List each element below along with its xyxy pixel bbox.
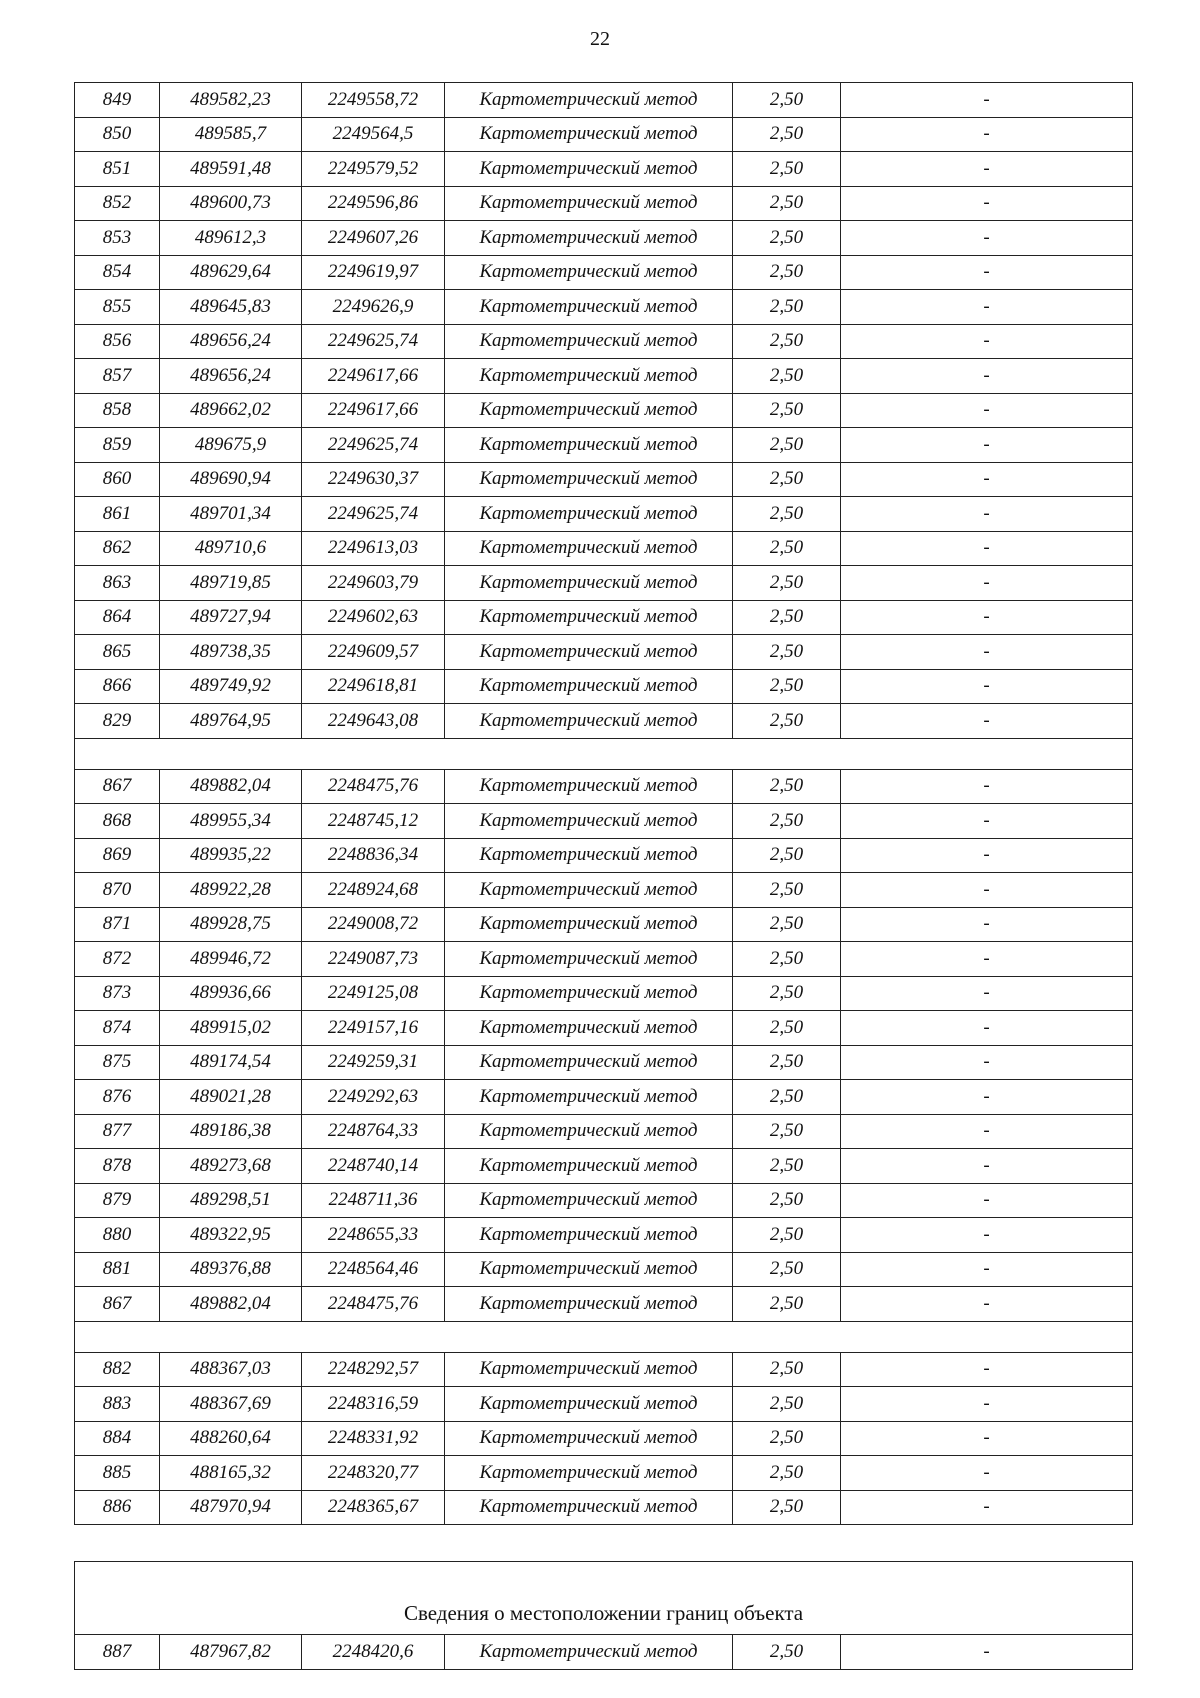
table-row bbox=[75, 359, 1133, 394]
description-cell: - bbox=[841, 838, 1133, 873]
section-title-row bbox=[75, 1562, 1133, 1635]
point-number-cell: 876 bbox=[75, 1080, 160, 1115]
point-number-cell: 880 bbox=[75, 1218, 160, 1253]
y-coordinate-cell: 2248711,36 bbox=[302, 1183, 445, 1218]
y-coordinate-cell: 2249607,26 bbox=[302, 221, 445, 256]
description-cell: - bbox=[841, 1387, 1133, 1422]
x-coordinate-cell: 489690,94 bbox=[160, 462, 302, 497]
x-coordinate-cell: 489662,02 bbox=[160, 393, 302, 428]
accuracy-cell: 2,50 bbox=[733, 942, 841, 977]
point-number-cell: 878 bbox=[75, 1149, 160, 1184]
point-number-cell: 884 bbox=[75, 1421, 160, 1456]
accuracy-cell: 2,50 bbox=[733, 1490, 841, 1525]
accuracy-cell: 2,50 bbox=[733, 428, 841, 463]
y-coordinate-cell: 2249292,63 bbox=[302, 1080, 445, 1115]
x-coordinate-cell: 488367,69 bbox=[160, 1387, 302, 1422]
y-coordinate-cell: 2249625,74 bbox=[302, 324, 445, 359]
y-coordinate-cell: 2249596,86 bbox=[302, 186, 445, 221]
method-cell: Картометрический метод bbox=[445, 117, 733, 152]
method-cell: Картометрический метод bbox=[445, 1490, 733, 1525]
accuracy-cell: 2,50 bbox=[733, 1387, 841, 1422]
y-coordinate-cell: 2249602,63 bbox=[302, 600, 445, 635]
table-row bbox=[75, 942, 1133, 977]
point-number-cell: 858 bbox=[75, 393, 160, 428]
description-cell: - bbox=[841, 804, 1133, 839]
y-coordinate-cell: 2249625,74 bbox=[302, 497, 445, 532]
point-number-cell: 885 bbox=[75, 1456, 160, 1491]
point-number-cell: 867 bbox=[75, 769, 160, 804]
table-row bbox=[75, 1218, 1133, 1253]
method-cell: Картометрический метод bbox=[445, 1080, 733, 1115]
point-number-cell: 867 bbox=[75, 1287, 160, 1322]
y-coordinate-cell: 2249008,72 bbox=[302, 907, 445, 942]
x-coordinate-cell: 489710,6 bbox=[160, 531, 302, 566]
table-row bbox=[75, 600, 1133, 635]
y-coordinate-cell: 2249619,97 bbox=[302, 255, 445, 290]
boundary-section-table bbox=[74, 1561, 1133, 1670]
y-coordinate-cell: 2249617,66 bbox=[302, 359, 445, 394]
point-number-cell: 865 bbox=[75, 635, 160, 670]
description-cell: - bbox=[841, 1421, 1133, 1456]
table-row bbox=[75, 221, 1133, 256]
table-row bbox=[75, 1045, 1133, 1080]
point-number-cell: 856 bbox=[75, 324, 160, 359]
accuracy-cell: 2,50 bbox=[733, 186, 841, 221]
y-coordinate-cell: 2248331,92 bbox=[302, 1421, 445, 1456]
y-coordinate-cell: 2248764,33 bbox=[302, 1114, 445, 1149]
y-coordinate-cell: 2249617,66 bbox=[302, 393, 445, 428]
x-coordinate-cell: 489749,92 bbox=[160, 669, 302, 704]
method-cell: Картометрический метод bbox=[445, 1114, 733, 1149]
y-coordinate-cell: 2249625,74 bbox=[302, 428, 445, 463]
table-row bbox=[75, 976, 1133, 1011]
y-coordinate-cell: 2248740,14 bbox=[302, 1149, 445, 1184]
accuracy-cell: 2,50 bbox=[733, 669, 841, 704]
description-cell: - bbox=[841, 907, 1133, 942]
x-coordinate-cell: 489585,7 bbox=[160, 117, 302, 152]
x-coordinate-cell: 489915,02 bbox=[160, 1011, 302, 1046]
method-cell: Картометрический метод bbox=[445, 838, 733, 873]
accuracy-cell: 2,50 bbox=[733, 976, 841, 1011]
point-number-cell: 886 bbox=[75, 1490, 160, 1525]
point-number-cell: 861 bbox=[75, 497, 160, 532]
accuracy-cell: 2,50 bbox=[733, 1421, 841, 1456]
point-number-cell: 877 bbox=[75, 1114, 160, 1149]
accuracy-cell: 2,50 bbox=[733, 117, 841, 152]
point-number-cell: 850 bbox=[75, 117, 160, 152]
y-coordinate-cell: 2249643,08 bbox=[302, 704, 445, 739]
description-cell: - bbox=[841, 1045, 1133, 1080]
accuracy-cell: 2,50 bbox=[733, 907, 841, 942]
point-number-cell: 857 bbox=[75, 359, 160, 394]
description-cell: - bbox=[841, 186, 1133, 221]
method-cell: Картометрический метод bbox=[445, 462, 733, 497]
table-row bbox=[75, 290, 1133, 325]
table-row bbox=[75, 873, 1133, 908]
method-cell: Картометрический метод bbox=[445, 531, 733, 566]
y-coordinate-cell: 2248924,68 bbox=[302, 873, 445, 908]
method-cell: Картометрический метод bbox=[445, 976, 733, 1011]
method-cell: Картометрический метод bbox=[445, 704, 733, 739]
y-coordinate-cell: 2249579,52 bbox=[302, 152, 445, 187]
accuracy-cell: 2,50 bbox=[733, 838, 841, 873]
table-row bbox=[75, 1114, 1133, 1149]
table-row bbox=[75, 804, 1133, 839]
accuracy-cell: 2,50 bbox=[733, 152, 841, 187]
description-cell: - bbox=[841, 1114, 1133, 1149]
description-cell: - bbox=[841, 769, 1133, 804]
y-coordinate-cell: 2248475,76 bbox=[302, 1287, 445, 1322]
method-cell: Картометрический метод bbox=[445, 1287, 733, 1322]
x-coordinate-cell: 489376,88 bbox=[160, 1252, 302, 1287]
method-cell: Картометрический метод bbox=[445, 255, 733, 290]
accuracy-cell: 2,50 bbox=[733, 1635, 841, 1670]
description-cell: - bbox=[841, 1011, 1133, 1046]
accuracy-cell: 2,50 bbox=[733, 1011, 841, 1046]
x-coordinate-cell: 487970,94 bbox=[160, 1490, 302, 1525]
point-number-cell: 859 bbox=[75, 428, 160, 463]
table-row bbox=[75, 1287, 1133, 1322]
description-cell: - bbox=[841, 497, 1133, 532]
y-coordinate-cell: 2249626,9 bbox=[302, 290, 445, 325]
method-cell: Картометрический метод bbox=[445, 393, 733, 428]
x-coordinate-cell: 489021,28 bbox=[160, 1080, 302, 1115]
point-number-cell: 873 bbox=[75, 976, 160, 1011]
method-cell: Картометрический метод bbox=[445, 428, 733, 463]
accuracy-cell: 2,50 bbox=[733, 769, 841, 804]
x-coordinate-cell: 488165,32 bbox=[160, 1456, 302, 1491]
x-coordinate-cell: 489322,95 bbox=[160, 1218, 302, 1253]
method-cell: Картометрический метод bbox=[445, 359, 733, 394]
point-number-cell: 871 bbox=[75, 907, 160, 942]
table-row bbox=[75, 324, 1133, 359]
table-row bbox=[75, 1421, 1133, 1456]
method-cell: Картометрический метод bbox=[445, 221, 733, 256]
y-coordinate-cell: 2248475,76 bbox=[302, 769, 445, 804]
accuracy-cell: 2,50 bbox=[733, 704, 841, 739]
description-cell: - bbox=[841, 324, 1133, 359]
y-coordinate-cell: 2249603,79 bbox=[302, 566, 445, 601]
method-cell: Картометрический метод bbox=[445, 1183, 733, 1218]
point-number-cell: 860 bbox=[75, 462, 160, 497]
method-cell: Картометрический метод bbox=[445, 152, 733, 187]
y-coordinate-cell: 2249609,57 bbox=[302, 635, 445, 670]
point-number-cell: 872 bbox=[75, 942, 160, 977]
table-row bbox=[75, 462, 1133, 497]
table-row bbox=[75, 1011, 1133, 1046]
accuracy-cell: 2,50 bbox=[733, 1456, 841, 1491]
x-coordinate-cell: 487967,82 bbox=[160, 1635, 302, 1670]
point-number-cell: 851 bbox=[75, 152, 160, 187]
x-coordinate-cell: 489675,9 bbox=[160, 428, 302, 463]
table-row bbox=[75, 186, 1133, 221]
y-coordinate-cell: 2248745,12 bbox=[302, 804, 445, 839]
accuracy-cell: 2,50 bbox=[733, 1352, 841, 1387]
table-row bbox=[75, 1456, 1133, 1491]
description-cell: - bbox=[841, 1352, 1133, 1387]
table-row bbox=[75, 497, 1133, 532]
accuracy-cell: 2,50 bbox=[733, 1287, 841, 1322]
description-cell: - bbox=[841, 1252, 1133, 1287]
accuracy-cell: 2,50 bbox=[733, 83, 841, 118]
method-cell: Картометрический метод bbox=[445, 1387, 733, 1422]
description-cell: - bbox=[841, 976, 1133, 1011]
method-cell: Картометрический метод bbox=[445, 804, 733, 839]
method-cell: Картометрический метод bbox=[445, 1252, 733, 1287]
accuracy-cell: 2,50 bbox=[733, 221, 841, 256]
y-coordinate-cell: 2249618,81 bbox=[302, 669, 445, 704]
point-number-cell: 862 bbox=[75, 531, 160, 566]
point-number-cell: 829 bbox=[75, 704, 160, 739]
group-separator bbox=[75, 1321, 1133, 1352]
accuracy-cell: 2,50 bbox=[733, 462, 841, 497]
method-cell: Картометрический метод bbox=[445, 1352, 733, 1387]
y-coordinate-cell: 2248655,33 bbox=[302, 1218, 445, 1253]
description-cell: - bbox=[841, 290, 1133, 325]
y-coordinate-cell: 2249259,31 bbox=[302, 1045, 445, 1080]
accuracy-cell: 2,50 bbox=[733, 497, 841, 532]
point-number-cell: 875 bbox=[75, 1045, 160, 1080]
method-cell: Картометрический метод bbox=[445, 1218, 733, 1253]
description-cell: - bbox=[841, 462, 1133, 497]
y-coordinate-cell: 2249564,5 bbox=[302, 117, 445, 152]
accuracy-cell: 2,50 bbox=[733, 1183, 841, 1218]
y-coordinate-cell: 2249558,72 bbox=[302, 83, 445, 118]
accuracy-cell: 2,50 bbox=[733, 290, 841, 325]
point-number-cell: 879 bbox=[75, 1183, 160, 1218]
y-coordinate-cell: 2249125,08 bbox=[302, 976, 445, 1011]
description-cell: - bbox=[841, 428, 1133, 463]
method-cell: Картометрический метод bbox=[445, 324, 733, 359]
method-cell: Картометрический метод bbox=[445, 83, 733, 118]
y-coordinate-cell: 2249613,03 bbox=[302, 531, 445, 566]
description-cell: - bbox=[841, 1218, 1133, 1253]
table-row bbox=[75, 669, 1133, 704]
description-cell: - bbox=[841, 635, 1133, 670]
coordinates-table bbox=[74, 82, 1133, 1525]
method-cell: Картометрический метод bbox=[445, 290, 733, 325]
accuracy-cell: 2,50 bbox=[733, 1114, 841, 1149]
description-cell: - bbox=[841, 1456, 1133, 1491]
y-coordinate-cell: 2248564,46 bbox=[302, 1252, 445, 1287]
accuracy-cell: 2,50 bbox=[733, 600, 841, 635]
table-row bbox=[75, 1183, 1133, 1218]
method-cell: Картометрический метод bbox=[445, 1456, 733, 1491]
table-row bbox=[75, 1080, 1133, 1115]
table-row bbox=[75, 393, 1133, 428]
accuracy-cell: 2,50 bbox=[733, 566, 841, 601]
description-cell: - bbox=[841, 669, 1133, 704]
description-cell: - bbox=[841, 1183, 1133, 1218]
accuracy-cell: 2,50 bbox=[733, 1045, 841, 1080]
accuracy-cell: 2,50 bbox=[733, 255, 841, 290]
point-number-cell: 868 bbox=[75, 804, 160, 839]
x-coordinate-cell: 489629,64 bbox=[160, 255, 302, 290]
accuracy-cell: 2,50 bbox=[733, 804, 841, 839]
table-row bbox=[75, 769, 1133, 804]
accuracy-cell: 2,50 bbox=[733, 1080, 841, 1115]
accuracy-cell: 2,50 bbox=[733, 635, 841, 670]
group-separator bbox=[75, 738, 1133, 769]
x-coordinate-cell: 489612,3 bbox=[160, 221, 302, 256]
table-row bbox=[75, 1252, 1133, 1287]
table-row bbox=[75, 1490, 1133, 1525]
method-cell: Картометрический метод bbox=[445, 942, 733, 977]
table-row bbox=[75, 1387, 1133, 1422]
accuracy-cell: 2,50 bbox=[733, 324, 841, 359]
x-coordinate-cell: 488367,03 bbox=[160, 1352, 302, 1387]
method-cell: Картометрический метод bbox=[445, 1045, 733, 1080]
point-number-cell: 852 bbox=[75, 186, 160, 221]
point-number-cell: 863 bbox=[75, 566, 160, 601]
point-number-cell: 870 bbox=[75, 873, 160, 908]
method-cell: Картометрический метод bbox=[445, 669, 733, 704]
point-number-cell: 854 bbox=[75, 255, 160, 290]
accuracy-cell: 2,50 bbox=[733, 873, 841, 908]
description-cell: - bbox=[841, 152, 1133, 187]
x-coordinate-cell: 489936,66 bbox=[160, 976, 302, 1011]
table-row bbox=[75, 152, 1133, 187]
table-row bbox=[75, 838, 1133, 873]
x-coordinate-cell: 489298,51 bbox=[160, 1183, 302, 1218]
table-row bbox=[75, 117, 1133, 152]
point-number-cell: 853 bbox=[75, 221, 160, 256]
x-coordinate-cell: 489701,34 bbox=[160, 497, 302, 532]
y-coordinate-cell: 2248420,6 bbox=[302, 1635, 445, 1670]
x-coordinate-cell: 489582,23 bbox=[160, 83, 302, 118]
y-coordinate-cell: 2248836,34 bbox=[302, 838, 445, 873]
description-cell: - bbox=[841, 83, 1133, 118]
description-cell: - bbox=[841, 117, 1133, 152]
description-cell: - bbox=[841, 531, 1133, 566]
y-coordinate-cell: 2248320,77 bbox=[302, 1456, 445, 1491]
x-coordinate-cell: 489656,24 bbox=[160, 324, 302, 359]
accuracy-cell: 2,50 bbox=[733, 1252, 841, 1287]
point-number-cell: 869 bbox=[75, 838, 160, 873]
description-cell: - bbox=[841, 359, 1133, 394]
x-coordinate-cell: 489922,28 bbox=[160, 873, 302, 908]
accuracy-cell: 2,50 bbox=[733, 1149, 841, 1184]
description-cell: - bbox=[841, 255, 1133, 290]
table-row bbox=[75, 83, 1133, 118]
description-cell: - bbox=[841, 873, 1133, 908]
point-number-cell: 887 bbox=[75, 1635, 160, 1670]
accuracy-cell: 2,50 bbox=[733, 359, 841, 394]
y-coordinate-cell: 2249087,73 bbox=[302, 942, 445, 977]
x-coordinate-cell: 489738,35 bbox=[160, 635, 302, 670]
x-coordinate-cell: 489935,22 bbox=[160, 838, 302, 873]
table-row bbox=[75, 566, 1133, 601]
description-cell: - bbox=[841, 1080, 1133, 1115]
x-coordinate-cell: 489882,04 bbox=[160, 1287, 302, 1322]
x-coordinate-cell: 489273,68 bbox=[160, 1149, 302, 1184]
point-number-cell: 855 bbox=[75, 290, 160, 325]
method-cell: Картометрический метод bbox=[445, 1011, 733, 1046]
x-coordinate-cell: 489955,34 bbox=[160, 804, 302, 839]
accuracy-cell: 2,50 bbox=[733, 393, 841, 428]
table-row bbox=[75, 1149, 1133, 1184]
method-cell: Картометрический метод bbox=[445, 635, 733, 670]
y-coordinate-cell: 2248316,59 bbox=[302, 1387, 445, 1422]
point-number-cell: 866 bbox=[75, 669, 160, 704]
x-coordinate-cell: 489727,94 bbox=[160, 600, 302, 635]
method-cell: Картометрический метод bbox=[445, 907, 733, 942]
table-row bbox=[75, 907, 1133, 942]
group-separator-row bbox=[75, 1321, 1133, 1352]
table-row bbox=[75, 531, 1133, 566]
x-coordinate-cell: 489764,95 bbox=[160, 704, 302, 739]
table-row bbox=[75, 255, 1133, 290]
x-coordinate-cell: 489600,73 bbox=[160, 186, 302, 221]
description-cell: - bbox=[841, 221, 1133, 256]
table-row bbox=[75, 635, 1133, 670]
y-coordinate-cell: 2249157,16 bbox=[302, 1011, 445, 1046]
y-coordinate-cell: 2248292,57 bbox=[302, 1352, 445, 1387]
method-cell: Картометрический метод bbox=[445, 769, 733, 804]
method-cell: Картометрический метод bbox=[445, 1149, 733, 1184]
description-cell: - bbox=[841, 1149, 1133, 1184]
table-row bbox=[75, 1635, 1133, 1670]
description-cell: - bbox=[841, 1490, 1133, 1525]
table-row bbox=[75, 1352, 1133, 1387]
section-title: Сведения о местоположении границ объекта bbox=[75, 1562, 1133, 1635]
group-separator-row bbox=[75, 738, 1133, 769]
description-cell: - bbox=[841, 1287, 1133, 1322]
description-cell: - bbox=[841, 942, 1133, 977]
x-coordinate-cell: 489645,83 bbox=[160, 290, 302, 325]
description-cell: - bbox=[841, 704, 1133, 739]
point-number-cell: 849 bbox=[75, 83, 160, 118]
method-cell: Картометрический метод bbox=[445, 1421, 733, 1456]
page-number: 22 bbox=[590, 28, 610, 50]
x-coordinate-cell: 489946,72 bbox=[160, 942, 302, 977]
x-coordinate-cell: 489719,85 bbox=[160, 566, 302, 601]
point-number-cell: 881 bbox=[75, 1252, 160, 1287]
method-cell: Картометрический метод bbox=[445, 1635, 733, 1670]
table-row bbox=[75, 704, 1133, 739]
x-coordinate-cell: 488260,64 bbox=[160, 1421, 302, 1456]
accuracy-cell: 2,50 bbox=[733, 531, 841, 566]
method-cell: Картометрический метод bbox=[445, 566, 733, 601]
method-cell: Картометрический метод bbox=[445, 873, 733, 908]
method-cell: Картометрический метод bbox=[445, 600, 733, 635]
description-cell: - bbox=[841, 600, 1133, 635]
description-cell: - bbox=[841, 566, 1133, 601]
x-coordinate-cell: 489882,04 bbox=[160, 769, 302, 804]
y-coordinate-cell: 2249630,37 bbox=[302, 462, 445, 497]
x-coordinate-cell: 489174,54 bbox=[160, 1045, 302, 1080]
x-coordinate-cell: 489591,48 bbox=[160, 152, 302, 187]
method-cell: Картометрический метод bbox=[445, 186, 733, 221]
x-coordinate-cell: 489656,24 bbox=[160, 359, 302, 394]
description-cell: - bbox=[841, 1635, 1133, 1670]
point-number-cell: 882 bbox=[75, 1352, 160, 1387]
y-coordinate-cell: 2248365,67 bbox=[302, 1490, 445, 1525]
x-coordinate-cell: 489186,38 bbox=[160, 1114, 302, 1149]
point-number-cell: 874 bbox=[75, 1011, 160, 1046]
method-cell: Картометрический метод bbox=[445, 497, 733, 532]
x-coordinate-cell: 489928,75 bbox=[160, 907, 302, 942]
description-cell: - bbox=[841, 393, 1133, 428]
accuracy-cell: 2,50 bbox=[733, 1218, 841, 1253]
point-number-cell: 883 bbox=[75, 1387, 160, 1422]
table-row bbox=[75, 428, 1133, 463]
point-number-cell: 864 bbox=[75, 600, 160, 635]
